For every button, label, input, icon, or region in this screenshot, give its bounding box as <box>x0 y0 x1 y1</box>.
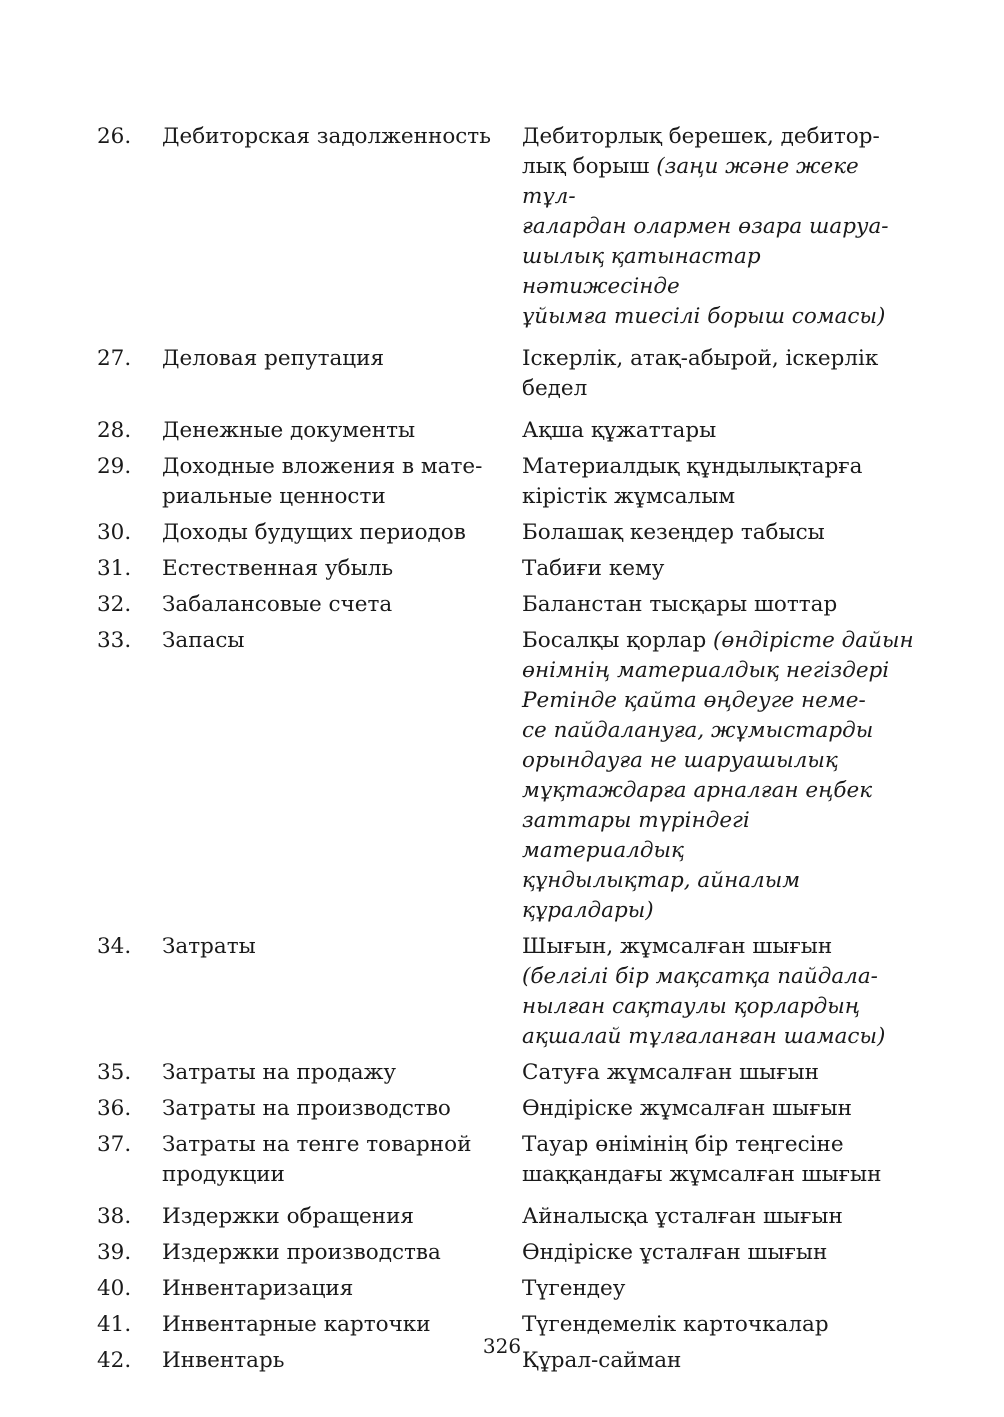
russian-term: Инвентарь <box>162 1348 285 1373</box>
russian-term: Доходы будущих периодов <box>162 520 466 545</box>
entry-number: 36. <box>97 1096 132 1121</box>
kazakh-translation <box>522 1094 917 1124</box>
kazakh-term: Табиғи кему <box>522 556 665 581</box>
glossary-entry <box>97 122 917 344</box>
kazakh-term: Түгендеу <box>522 1276 626 1301</box>
kazakh-explanation: (заңи және жеке тұл- ғалардан олармен өзара шаруа- шылық қатынастар нәтижесінде ұйымға тиесілі борыш сомасы) <box>522 154 889 329</box>
entry-number: 40. <box>97 1276 132 1301</box>
glossary-entry <box>97 932 917 1058</box>
kazakh-term: Түгендемелік карточкалар <box>522 1312 829 1337</box>
kazakh-term: Материалдық құндылықтарға кірістік жұмсалым <box>522 454 863 509</box>
kazakh-translation <box>522 1058 917 1088</box>
glossary-entry <box>97 554 917 590</box>
kazakh-translation <box>522 122 917 332</box>
russian-term: Затраты на производство <box>162 1096 451 1121</box>
kazakh-term: Дебиторлық берешек, дебитор- лық борыш <box>522 124 880 179</box>
kazakh-term: Шығын, жұмсалған шығын <box>522 934 833 959</box>
glossary-list <box>97 122 917 1382</box>
russian-term: Доходные вложения в мате- риальные ценности <box>162 454 483 509</box>
entry-number: 39. <box>97 1240 132 1265</box>
russian-term: Издержки производства <box>162 1240 441 1265</box>
kazakh-term: Босалқы қорлар <box>522 628 714 653</box>
entry-number: 33. <box>97 628 132 653</box>
entry-number: 42. <box>97 1348 132 1373</box>
entry-number: 41. <box>97 1312 132 1337</box>
russian-term: Дебиторская задолженность <box>162 124 491 149</box>
kazakh-translation <box>522 626 917 926</box>
kazakh-term: Болашақ кезеңдер табысы <box>522 520 825 545</box>
entry-number: 26. <box>97 124 132 149</box>
kazakh-term: Құрал-сайман <box>522 1348 682 1373</box>
kazakh-translation <box>522 1130 917 1190</box>
kazakh-translation <box>522 344 917 404</box>
entry-number: 34. <box>97 934 132 959</box>
glossary-entry <box>97 1238 917 1274</box>
kazakh-term: Іскерлік, атақ-абырой, іскерлік бедел <box>522 346 879 401</box>
kazakh-translation <box>522 590 917 620</box>
kazakh-translation <box>522 1238 917 1268</box>
kazakh-term: Өндіріске жұмсалған шығын <box>522 1096 852 1121</box>
kazakh-translation <box>522 452 917 512</box>
glossary-entry <box>97 1202 917 1238</box>
kazakh-translation <box>522 416 917 446</box>
kazakh-term: Тауар өнімінің бір теңгесіне шаққандағы жұмсалған шығын <box>522 1132 882 1187</box>
glossary-entry <box>97 590 917 626</box>
russian-term: Издержки обращения <box>162 1204 414 1229</box>
russian-term: Денежные документы <box>162 418 416 443</box>
glossary-entry <box>97 416 917 452</box>
russian-term: Затраты на тенге товарной продукции <box>162 1132 472 1187</box>
glossary-entry <box>97 1058 917 1094</box>
glossary-entry <box>97 452 917 518</box>
russian-term: Затраты на продажу <box>162 1060 397 1085</box>
kazakh-translation <box>522 932 917 1052</box>
russian-term: Инвентаризация <box>162 1276 354 1301</box>
entry-number: 35. <box>97 1060 132 1085</box>
entry-number: 27. <box>97 346 132 371</box>
kazakh-explanation: (өндірісте дайын өнімнің материалдық негіздері Ретінде қайта өңдеуге неме- се пайдалануға, жұмыстарды орындауға не шаруашылық мұқтаждарға арналған еңбек заттары түріндегі материалдық құндылықтар, айналым құралдары) <box>522 628 914 923</box>
russian-term: Инвентарные карточки <box>162 1312 431 1337</box>
kazakh-term: Сатуға жұмсалған шығын <box>522 1060 819 1085</box>
entry-number: 28. <box>97 418 132 443</box>
entry-number: 38. <box>97 1204 132 1229</box>
kazakh-term: Баланстан тысқары шоттар <box>522 592 838 617</box>
kazakh-translation <box>522 1202 917 1232</box>
entry-number: 29. <box>97 454 132 479</box>
entry-number: 31. <box>97 556 132 581</box>
glossary-entry <box>97 626 917 932</box>
page-number: 326 <box>482 1334 522 1358</box>
kazakh-term: Ақша құжаттары <box>522 418 717 443</box>
glossary-entry <box>97 1130 917 1202</box>
russian-term: Естественная убыль <box>162 556 394 581</box>
glossary-entry <box>97 1094 917 1130</box>
entry-number: 32. <box>97 592 132 617</box>
russian-term: Запасы <box>162 628 245 653</box>
russian-term: Забалансовые счета <box>162 592 393 617</box>
kazakh-term: Өндіріске ұсталған шығын <box>522 1240 828 1265</box>
glossary-entry <box>97 518 917 554</box>
kazakh-explanation: (белгілі бір мақсатқа пайдала- нылған сақтаулы қорлардың ақшалай тұлғаланған шамасы) <box>522 964 886 1049</box>
glossary-entry <box>97 344 917 416</box>
kazakh-term: Айналысқа ұсталған шығын <box>522 1204 843 1229</box>
russian-term: Затраты <box>162 934 256 959</box>
entry-number: 37. <box>97 1132 132 1157</box>
kazakh-translation <box>522 518 917 548</box>
entry-number: 30. <box>97 520 132 545</box>
glossary-entry <box>97 1274 917 1310</box>
kazakh-translation <box>522 554 917 584</box>
kazakh-translation <box>522 1274 917 1304</box>
russian-term: Деловая репутация <box>162 346 385 371</box>
